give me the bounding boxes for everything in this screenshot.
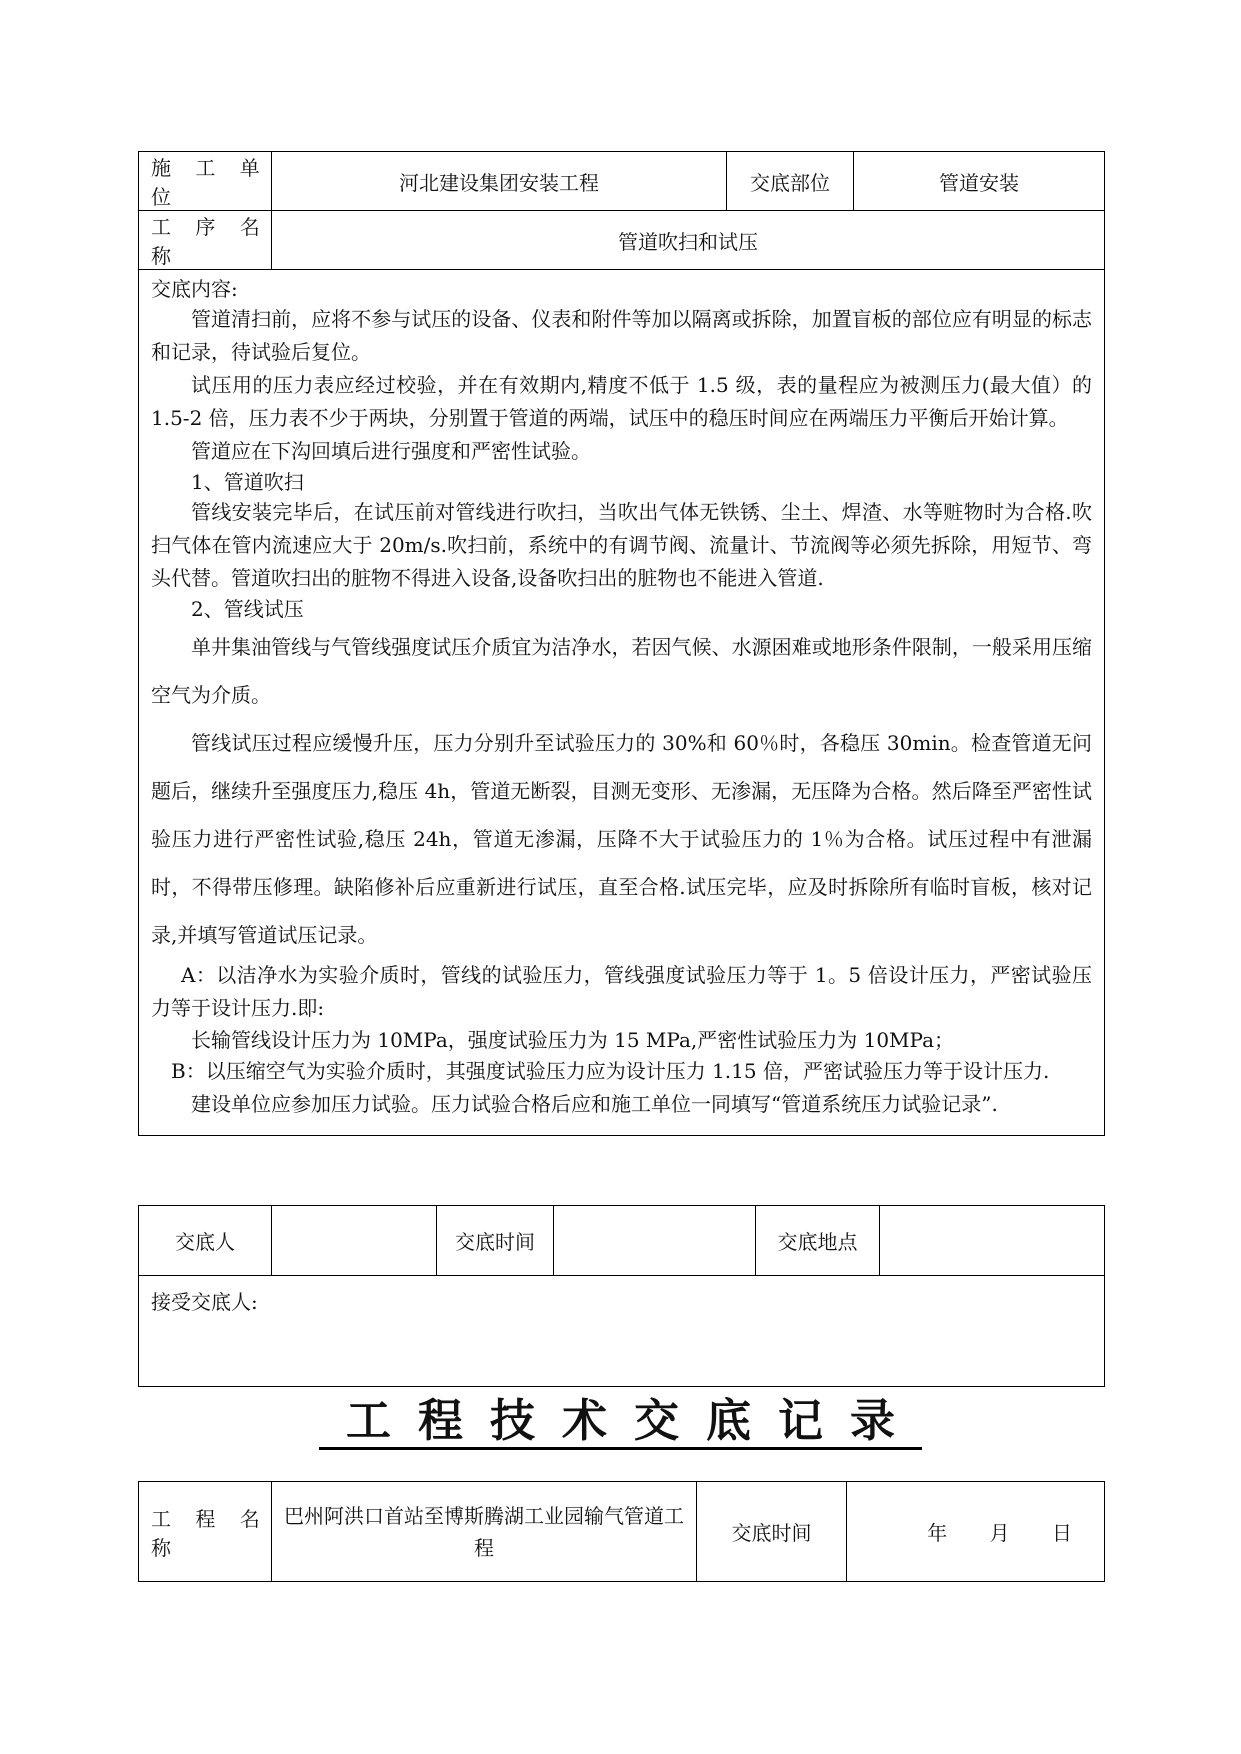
project-name-value: 巴州阿洪口首站至博斯腾湖工业园输气管道工程 xyxy=(272,1482,697,1582)
construction-unit-value: 河北建设集团安装工程 xyxy=(272,152,727,211)
handover-signature-table xyxy=(138,1205,1105,1387)
content-paragraph: 管线试压过程应缓慢升压，压力分别升至试验压力的 30%和 60％时，各稳压 30min。检查管道无问题后，继续升至强度压力,稳压 4h，管道无断裂，目测无变形、无渗漏，无压降为合格。然后降至严密性试验压力进行严密性试验,稳压 24h，管道无渗漏，压降不大于试验压力的 1％为合格。试压过程中有泄漏时，不得带压修理。缺陷修补后应重新进行试压，直至合格.试压完毕，应及时拆除所有临时盲板，核对记录,并填写管道试压记录。 xyxy=(151,731,1092,947)
handover-content xyxy=(139,270,1105,1136)
content-paragraph: B：以压缩空气为实验介质时，其强度试验压力应为设计压力 1.15 倍，严密试验压力等于设计压力. xyxy=(171,1059,1050,1083)
content-paragraph: 单井集油管线与气管线强度试压介质宜为洁净水，若因气候、水源困难或地形条件限制，一般采用压缩空气为介质。 xyxy=(151,635,1092,707)
date-year: 年 xyxy=(927,1521,950,1545)
handover-person-label: 交底人 xyxy=(139,1206,272,1276)
handover-date-field[interactable] xyxy=(847,1482,1105,1582)
handover-part-label: 交底部位 xyxy=(727,152,854,211)
handover-date-label: 交底时间 xyxy=(697,1482,847,1582)
handover-time-field[interactable] xyxy=(554,1206,756,1276)
receiver-label: 接受交底人: xyxy=(151,1290,258,1314)
content-paragraph: 管道清扫前，应将不参与试压的设备、仪表和附件等加以隔离或拆除，加置盲板的部位应有明显的标志和记录，待试验后复位。 xyxy=(151,307,1092,364)
date-day: 日 xyxy=(1052,1521,1074,1545)
process-name-label: 工 序 名 称 xyxy=(139,211,272,270)
document-title xyxy=(0,1393,1241,1449)
content-heading: 交底内容: xyxy=(151,277,238,301)
date-month: 月 xyxy=(989,1521,1012,1545)
section-heading: 1、管道吹扫 xyxy=(191,470,304,494)
construction-unit-label: 施 工 单 位 xyxy=(139,152,272,211)
content-paragraph: 试压用的压力表应经过校验，并在有效期内,精度不低于 1.5 级，表的量程应为被测压力(最大值）的 1.5-2 倍，压力表不少于两块，分别置于管道的两端，试压中的稳压时间应在两端压力平衡后开始计算。 xyxy=(151,373,1092,430)
handover-time-label: 交底时间 xyxy=(437,1206,554,1276)
content-paragraph: 管道应在下沟回填后进行强度和严密性试验。 xyxy=(191,439,591,463)
handover-person-field[interactable] xyxy=(272,1206,437,1276)
receiver-field[interactable] xyxy=(139,1276,1105,1387)
project-name-label: 工 程 名 称 xyxy=(139,1482,272,1582)
process-name-value: 管道吹扫和试压 xyxy=(272,211,1105,270)
content-paragraph: 管线安装完毕后，在试压前对管线进行吹扫，当吹出气体无铁锈、尘土、焊渣、水等赃物时为合格.吹扫气体在管内流速应大于 20m/s.吹扫前，系统中的有调节阀、流量计、节流阀等必须先拆除，用短节、弯头代替。管道吹扫出的脏物不得进入设备,设备吹扫出的脏物也不能进入管道. xyxy=(151,500,1092,590)
section-heading: 2、管线试压 xyxy=(191,597,304,621)
project-info-table xyxy=(138,1481,1105,1582)
content-paragraph: A：以洁净水为实验介质时，管线的试验压力，管线强度试验压力等于 1。5 倍设计压力，严密试验压力等于设计压力.即: xyxy=(151,963,1092,1020)
content-paragraph: 长输管线设计压力为 10MPa，强度试验压力为 15 MPa,严密性试验压力为 10MPa； xyxy=(191,1028,955,1052)
main-record-table xyxy=(138,151,1105,1136)
handover-place-label: 交底地点 xyxy=(756,1206,880,1276)
document-title-text: 工程技术交底记录 xyxy=(319,1394,922,1450)
content-paragraph: 建设单位应参加压力试验。压力试验合格后应和施工单位一同填写“管道系统压力试验记录”. xyxy=(191,1092,998,1116)
handover-place-field[interactable] xyxy=(880,1206,1105,1276)
handover-part-value: 管道安装 xyxy=(854,152,1105,211)
